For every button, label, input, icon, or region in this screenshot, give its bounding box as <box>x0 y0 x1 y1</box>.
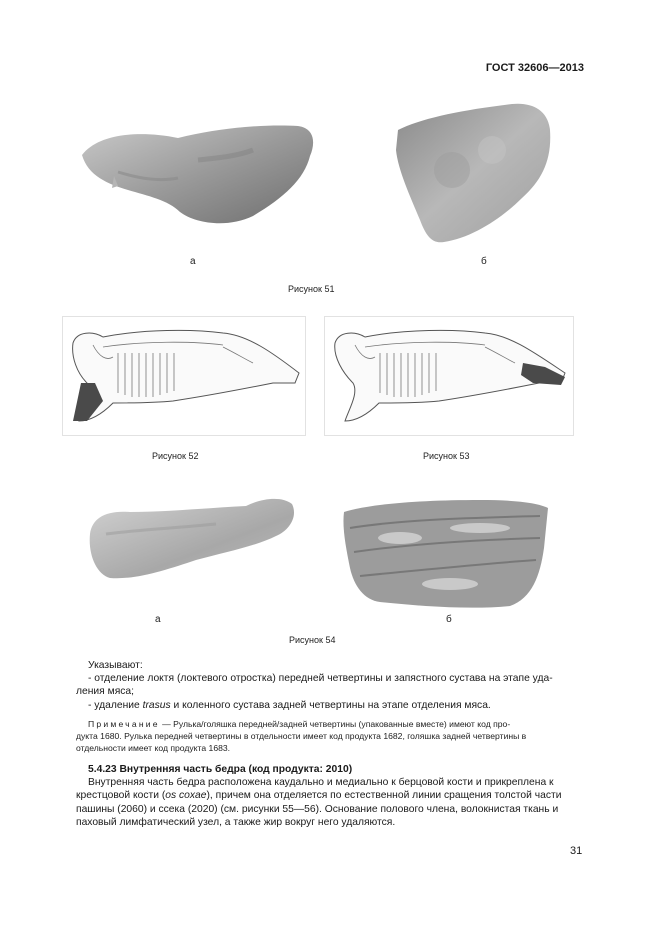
indication-list <box>76 659 586 712</box>
figure-51a-meat-photo <box>78 120 318 230</box>
figure-54a-label: а <box>155 614 161 625</box>
figure-53-caption: Рисунок 53 <box>423 451 470 461</box>
list-item-1: - отделение локтя (локтевого отростка) передней четвертины и запястного сустава на этапе уда- <box>88 673 553 685</box>
figure-51b-meat-photo <box>392 100 552 246</box>
note-line-2: дукта 1680. Рулька передней четвертины в отдельности имеет код продукта 1682, голяшка задней четвертины в <box>76 731 527 741</box>
figure-52-caption: Рисунок 52 <box>152 451 199 461</box>
para-line-1: Внутренняя часть бедра расположена каудально и медиально к берцовой кости и прикреплена к <box>88 777 554 789</box>
list-item-1-cont: ления мяса; <box>76 686 135 698</box>
note-line-1: Примечание — Рулька/голяшка передней/задней четвертины (упакованные вместе) имеют код про- <box>88 719 511 729</box>
document-header: ГОСТ 32606—2013 <box>485 62 584 74</box>
figure-54a-meat-photo <box>86 494 298 584</box>
figure-51a-label: а <box>190 256 196 267</box>
figure-54-caption: Рисунок 54 <box>289 635 336 645</box>
note-label: Примечание <box>88 719 160 729</box>
para-line-2: крестцовой кости (os coxae), причем она отделяется по естественной линии сращения толстой части <box>76 790 562 802</box>
indicate-label: Указывают: <box>88 660 143 671</box>
para-line-3: пашины (2060) и ссека (2020) (см. рисунки 55—56). Основание полового члена, волокнистая ткань и <box>76 803 559 815</box>
figure-52-diagram <box>62 316 306 436</box>
figure-51-caption: Рисунок 51 <box>288 284 335 294</box>
figure-54b-meat-photo <box>340 498 552 610</box>
list-item-2: - удаление trasus и коленного сустава задней четвертины на этапе отделения мяса. <box>88 699 491 711</box>
section-title: 5.4.23 Внутренняя часть бедра (код продукта: 2010) <box>88 764 353 775</box>
note-line-3: отдельности имеет код продукта 1683. <box>76 743 231 753</box>
page-number: 31 <box>570 845 583 857</box>
figure-54b-label: б <box>446 614 452 625</box>
section-5-4-23 <box>76 763 586 829</box>
para-line-4: паховый лимфатический узел, а также жир вокруг него удаляются. <box>76 816 396 828</box>
note-block <box>76 718 586 754</box>
figure-51b-label: б <box>481 256 487 267</box>
figure-53-diagram <box>324 316 574 436</box>
